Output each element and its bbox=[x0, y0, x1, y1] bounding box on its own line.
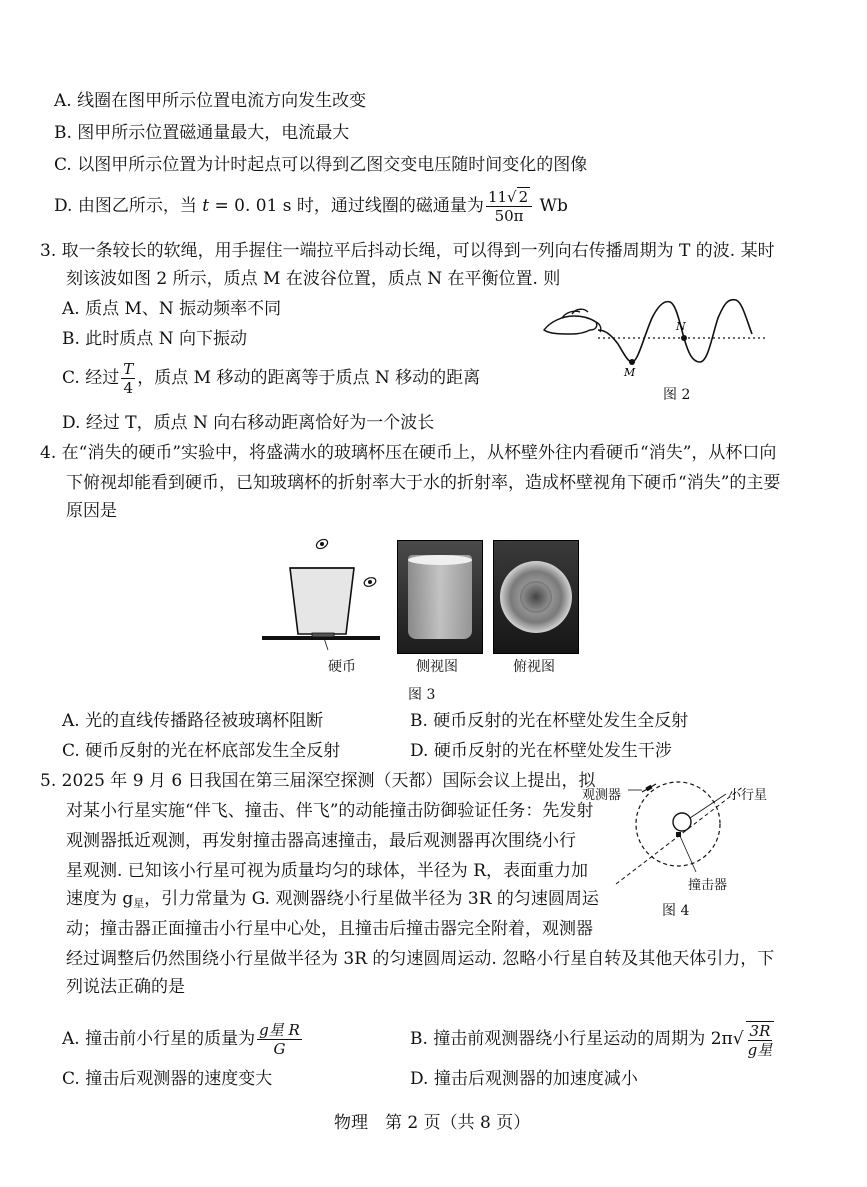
figure-3-caption: 图 3 bbox=[408, 687, 436, 703]
q4-option-c: C. 硬币反射的光在杯底部发生全反射 bbox=[62, 741, 341, 761]
q4-stem-line3: 原因是 bbox=[66, 501, 117, 521]
q5-stem-line8: 列说法正确的是 bbox=[66, 977, 185, 997]
q5-option-b-num: 3R bbox=[749, 1021, 771, 1040]
q5-stem-line3: 观测器抵近观测，再发射撞击器高速撞击，最后观测器再次围绕小行 bbox=[66, 831, 576, 851]
eye-icon-top bbox=[315, 538, 329, 551]
coin bbox=[312, 633, 334, 637]
q5-stem-line1: 5. 2025 年 9 月 6 日我国在第三届深空探测（天都）国际会议上提出，拟 bbox=[40, 771, 596, 791]
q5-option-a-fraction bbox=[257, 1021, 302, 1058]
q5-stem-line5 bbox=[66, 888, 599, 915]
q2-option-d-unit: Wb bbox=[534, 196, 568, 216]
label-impactor: 撞击器 bbox=[688, 878, 728, 893]
q2-option-d-den: 50π bbox=[494, 207, 524, 225]
q4-option-a: A. 光的直线传播路径被玻璃杯阻断 bbox=[62, 711, 324, 731]
q3-stem-line1: 3. 取一条较长的软绳，用手握住一端拉平后抖动长绳，可以得到一列向右传播周期为 T 的波. 某时 bbox=[40, 241, 775, 261]
q2-option-b: B. 图甲所示位置磁通量最大，电流最大 bbox=[54, 123, 350, 143]
q5-option-c: C. 撞击后观测器的速度变大 bbox=[62, 1069, 273, 1089]
q3-option-b: B. 此时质点 N 向下振动 bbox=[62, 329, 247, 349]
label-side-view: 侧视图 bbox=[416, 659, 458, 675]
side-view-photo bbox=[397, 540, 483, 654]
q3-option-c-prefix: C. 经过 bbox=[62, 368, 120, 388]
point-m bbox=[629, 359, 635, 365]
glass-cup bbox=[290, 568, 354, 634]
q5-option-d: D. 撞击后观测器的加速度减小 bbox=[410, 1069, 638, 1089]
q2-option-d-num-sqrt: 2 bbox=[518, 188, 529, 206]
figure-4-caption: 图 4 bbox=[662, 903, 690, 919]
label-coin: 硬币 bbox=[328, 659, 356, 675]
q2-option-d-prefix: D. 由图乙所示，当 bbox=[54, 196, 203, 216]
q4-stem-line2: 下俯视却能看到硬币，已知玻璃杯的折射率大于水的折射率，造成杯壁视角下硬币“消失”的主要 bbox=[66, 473, 781, 493]
q5-stem-line5-sub: 星 bbox=[133, 897, 145, 910]
figure-2-caption: 图 2 bbox=[663, 387, 691, 403]
figure-3-diagram bbox=[258, 530, 388, 660]
q3-option-c-fraction bbox=[121, 360, 135, 397]
q5-option-a-num: g星 R bbox=[259, 1021, 300, 1039]
q2-option-c: C. 以图甲所示位置为计时起点可以得到乙图交变电压随时间变化的图像 bbox=[54, 155, 588, 175]
q5-option-b-den: g星 bbox=[747, 1040, 773, 1059]
observer-probe-icon bbox=[642, 784, 656, 792]
q5-stem-line2: 对某小行星实施“伴飞、撞击、伴飞”的动能撞击防御验证任务：先发射 bbox=[66, 801, 594, 821]
q5-option-b: B. 撞击前观测器绕小行星运动的周期为 2π√ $\frac{3R}{\text{g星}}$ bbox=[410, 1014, 776, 1064]
q3-stem-line2: 刻该波如图 2 所示，质点 M 在波谷位置，质点 N 在平衡位置. 则 bbox=[66, 269, 561, 289]
q2-option-a: A. 线圈在图甲所示位置电流方向发生改变 bbox=[54, 91, 367, 111]
q5-option-a bbox=[62, 1014, 304, 1064]
q5-stem-line5-pre: 速度为 g bbox=[66, 889, 134, 909]
q2-option-d-fraction: $\frac{11√ 2}{50\pi}$ bbox=[486, 188, 532, 225]
q3-option-a: A. 质点 M、N 振动频率不同 bbox=[62, 299, 282, 319]
q5-option-a-den: G bbox=[273, 1040, 286, 1058]
top-view-photo bbox=[493, 540, 579, 654]
asteroid-icon bbox=[673, 813, 691, 831]
q4-option-b: B. 硬币反射的光在杯壁处发生全反射 bbox=[410, 711, 689, 731]
q2-option-d-num-a: 11 bbox=[487, 188, 508, 206]
q5-option-a-prefix: A. 撞击前小行星的质量为 bbox=[62, 1029, 256, 1049]
eye-icon-side bbox=[363, 576, 377, 588]
q2-option-d-t: t bbox=[202, 196, 210, 216]
q2-option-d bbox=[54, 184, 568, 228]
q5-stem-line5-post: ，引力常量为 G. 观测器绕小行星做半径为 3R 的匀速圆周运 bbox=[144, 889, 599, 909]
q3-option-c-den: 4 bbox=[123, 379, 133, 397]
q5-option-b-prefix: B. 撞击前观测器绕小行星运动的周期为 2π bbox=[410, 1029, 733, 1049]
q3-option-c bbox=[62, 356, 480, 400]
label-m: M bbox=[624, 366, 636, 379]
label-top-view: 俯视图 bbox=[513, 659, 555, 675]
q5-option-b-fraction bbox=[746, 1021, 775, 1059]
q5-stem-line6: 动；撞击器正面撞击小行星中心处，且撞击后撞击器完全附着，观测器 bbox=[66, 919, 593, 939]
q4-stem-line1: 4. 在“消失的硬币”实验中，将盛满水的玻璃杯压在硬币上，从杯壁外往内看硬币“消失”，从杯口向 bbox=[40, 443, 777, 463]
q5-stem-line7: 经过调整后仍然围绕小行星做半径为 3R 的匀速圆周运动. 忽略小行星自转及其他天体引力，下 bbox=[66, 949, 775, 969]
page-footer: 物理 第 2 页（共 8 页） bbox=[334, 1113, 531, 1133]
hand-icon bbox=[544, 309, 601, 334]
label-observer: 观测器 bbox=[582, 788, 622, 803]
wave-curve bbox=[598, 300, 752, 362]
q3-option-c-num: T bbox=[123, 360, 134, 378]
label-asteroid: 小行星 bbox=[728, 788, 768, 803]
label-n: N bbox=[676, 320, 686, 333]
figure-2-wave bbox=[540, 296, 770, 406]
q4-option-d: D. 硬币反射的光在杯壁处发生干涉 bbox=[410, 741, 672, 761]
point-n bbox=[681, 335, 687, 341]
q2-option-d-mid: = 0. 01 s 时，通过线圈的磁通量为 bbox=[209, 196, 484, 216]
q3-option-d: D. 经过 T，质点 N 向右移动距离恰好为一个波长 bbox=[62, 413, 435, 433]
q5-stem-line4: 星观测. 已知该小行星可视为质量均匀的球体，半径为 R，表面重力加 bbox=[66, 861, 589, 881]
q3-option-c-suffix: ，质点 M 移动的距离等于质点 N 移动的距离 bbox=[137, 368, 481, 388]
